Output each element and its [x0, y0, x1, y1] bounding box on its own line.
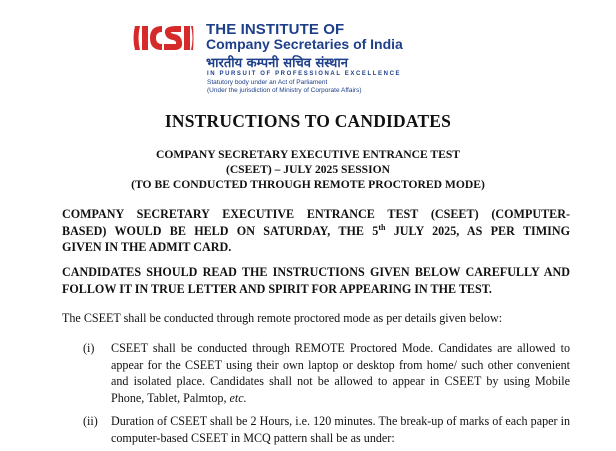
item-text [111, 340, 570, 406]
org-name-line2: Company Secretaries of India [206, 36, 403, 52]
notice-line-1: COMPANY SECRETARY EXECUTIVE ENTRANCE TEST (CSEET) (COMPUTER- [62, 207, 570, 221]
item-number: (ii) [83, 414, 98, 428]
notice-line-2-end: JULY 2025, AS PER TIMING [385, 223, 570, 238]
notice-line-2 [62, 223, 570, 240]
icsi-logo [132, 20, 194, 56]
notice-line-2-start: BASED) WOULD BE HELD ON SATURDAY, THE 5 [62, 223, 379, 238]
item-number: (i) [83, 341, 95, 355]
notice-line-3: GIVEN IN THE ADMIT CARD. [62, 240, 232, 254]
item-text: Duration of CSEET shall be 2 Hours, i.e. 120 minutes. The break-up of marks of each paper in computer-based CSEET in MCQ pattern shall be as under: [111, 414, 570, 445]
notice-superscript: th [378, 222, 386, 232]
subtitle-line-3: (TO BE CONDUCTED THROUGH REMOTE PROCTORED MODE) [131, 178, 485, 191]
item-text-italic: etc. [229, 390, 247, 405]
subtitle-line-2: (CSEET) – JULY 2025 SESSION [225, 163, 391, 176]
org-name-hindi: भारतीय कम्पनी सचिव संस्थान [206, 56, 348, 71]
letterhead [0, 0, 616, 100]
statutory-line: Statutory body under an Act of Parliament [207, 79, 328, 86]
jurisdiction-line: (Under the jurisdiction of Ministry of Corporate Affairs) [207, 87, 362, 94]
exam-date-notice [62, 206, 570, 256]
org-name-line1: THE INSTITUTE OF [206, 21, 345, 38]
subtitle-line-1: COMPANY SECRETARY EXECUTIVE ENTRANCE TEST [155, 148, 461, 161]
item-text-body: CSEET shall be conducted through REMOTE Proctored Mode. Candidates are allowed to appear for the CSEET using their own laptop or desktop from home/ such other convenient and isolated place. Candidates shall not be allowed to appear in CSEET by using Mobile Phone, Tablet, Palmtop, [111, 341, 570, 405]
document-title: INSTRUCTIONS TO CANDIDATES [164, 111, 452, 131]
read-instructions-advice: CANDIDATES SHOULD READ THE INSTRUCTIONS GIVEN BELOW CAREFULLY AND FOLLOW IT IN TRUE LETTER AND SPIRIT FOR APPEARING IN THE TEST. [62, 265, 570, 296]
intro-paragraph: The CSEET shall be conducted through remote proctored mode as per details given below: [62, 311, 503, 325]
org-tagline: IN PURSUIT OF PROFESSIONAL EXCELLENCE [207, 71, 402, 77]
